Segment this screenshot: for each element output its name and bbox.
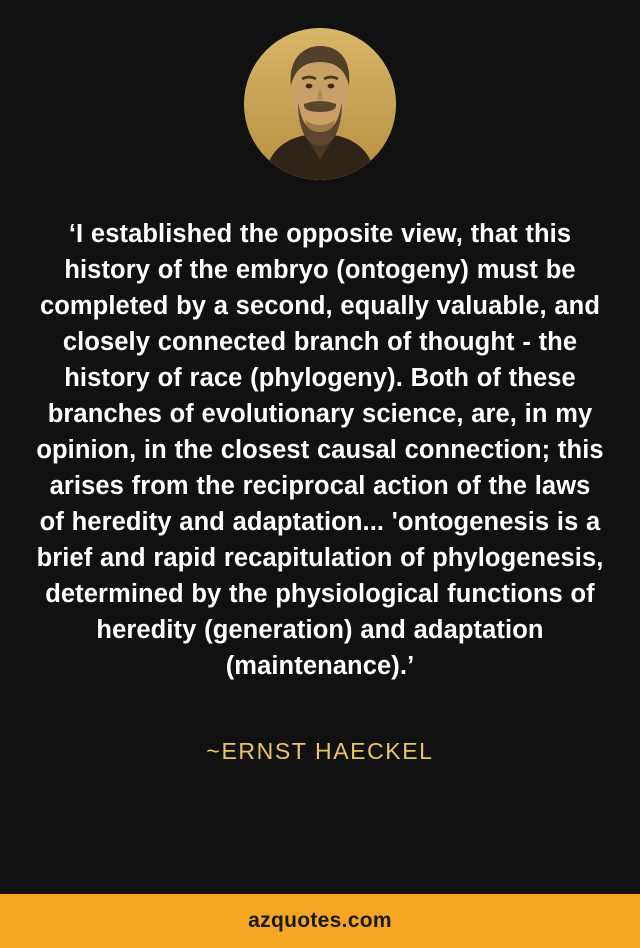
quote-text: ‘I established the opposite view, that this history of the embryo (ontogeny) must be completed by a second, equally valuable, and closely connected branch of thought - the history of race (phylogeny). Both of these branches of evolutionary science, are, in my opinion, in the closest causal connection; this arises from the reciprocal action of the laws of heredity and adaptation... 'ontogenesis is a brief and rapid recapitulation of phylogenesis, determined by the physiological functions of heredity (generation) and adaptation (maintenance).’	[36, 220, 604, 680]
site-watermark: azquotes.com	[248, 909, 392, 932]
portrait-icon	[244, 28, 396, 180]
footer-bar	[0, 894, 640, 948]
author-portrait	[244, 28, 396, 180]
quote-author: ~ERNST HAECKEL	[206, 738, 434, 764]
